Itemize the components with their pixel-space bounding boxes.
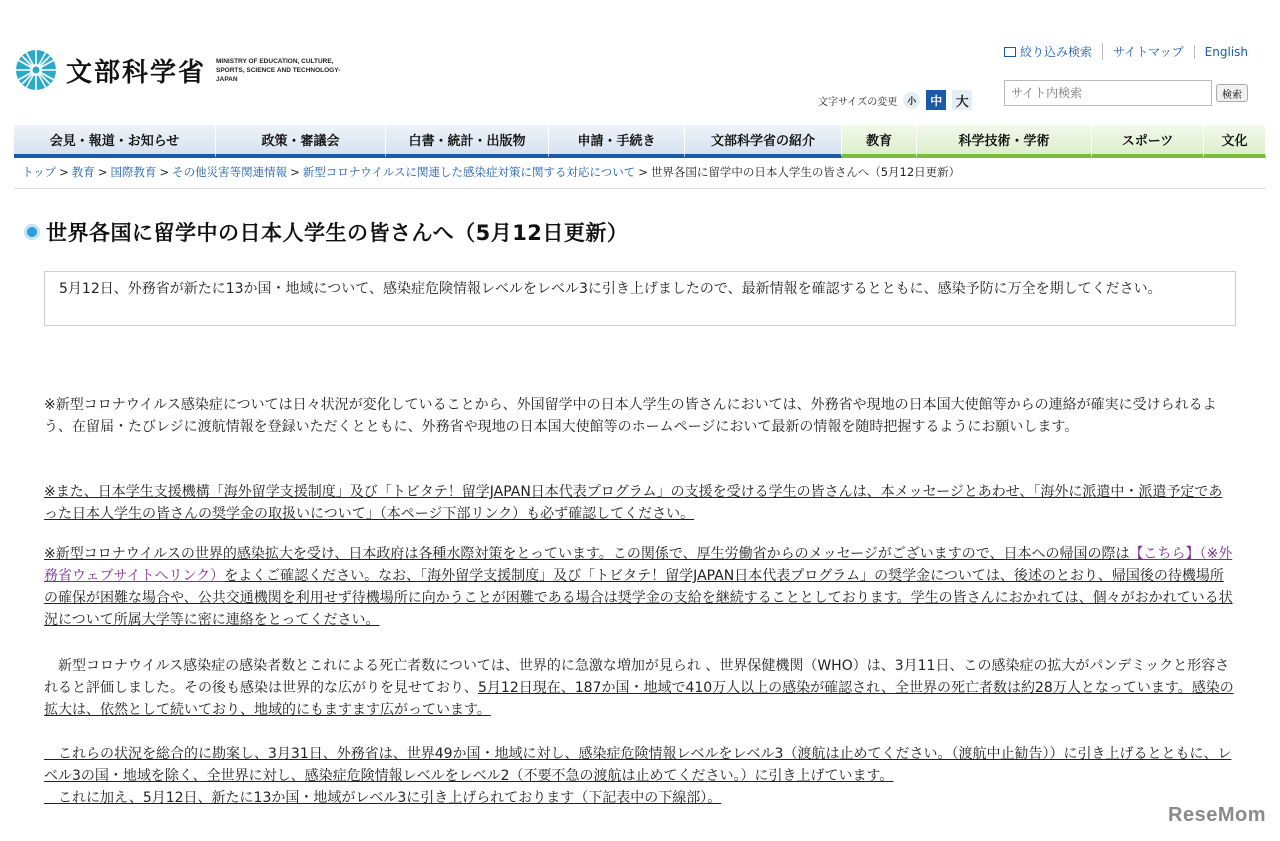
search-input[interactable] — [1004, 80, 1212, 106]
english-link[interactable]: English — [1194, 45, 1258, 59]
breadcrumb-separator: > — [97, 165, 108, 179]
paragraph-scholarship-notice — [44, 481, 1236, 525]
paragraph-border-text-2: をよくご確認ください。なお、「海外留学支援制度」及び「トビタテ！留学JAPAN日本代表プログラム」の奨学金については、後述のとおり、帰国後の待機場所の確保が困難な場合や、公共交通機関を利用せず待機場所に向かうことが困難である場合は奨学金の支給を継続することとしております。学生の皆さんにおかれては、個々がおかれている状況について所属大学等に密に連絡をとってください。 — [44, 568, 1233, 628]
breadcrumb-link-top[interactable]: トップ — [22, 165, 57, 179]
breadcrumb-link-international[interactable]: 国際教育 — [110, 165, 157, 179]
nav-item-whitepaper[interactable]: 白書・統計・出版物 — [386, 125, 549, 158]
breadcrumb-link-covid[interactable]: 新型コロナウイルスに関連した感染症対策に関する対応について — [302, 165, 636, 179]
breadcrumb-separator: > — [638, 165, 648, 179]
breadcrumb-current: 世界各国に留学中の日本人学生の皆さんへ（5月12日更新） — [650, 165, 961, 179]
notice-box: 5月12日、外務省が新たに13か国・地域について、感染症危険情報レベルをレベル3に引き上げましたので、最新情報を確認するとともに、感染予防に万全を期してください。 — [44, 271, 1236, 326]
paragraph-registration: ※新型コロナウイルス感染症については日々状況が変化していることから、外国留学中の日本人学生の皆さんにおいては、外務省や現地の日本国大使館等からの連絡が確実に受けられるよう、在留届・たびレジに渡航情報を登録いただくとともに、外務省や現地の日本国大使館等のホームページにおいて最新の情報を随時把握するようにお願いします。 — [44, 397, 1217, 435]
paragraph-pandemic-plain: 新型コロナウイルス感染症の感染者数とこれによる死亡者数については、世界的に急激な増加が見られ 、世界保健機関（WHO）は、3月11日、この感染症の拡大がパンデミックと形容されると評価しました。その後も感染は世界的な広がりを見せており、 — [44, 658, 1230, 696]
title-bullet-icon — [24, 224, 40, 240]
font-size-large-button[interactable]: 大 — [952, 90, 972, 110]
page-title-text: 世界各国に留学中の日本人学生の皆さんへ（5月12日更新） — [46, 221, 629, 245]
nav-item-culture[interactable]: 文化 — [1204, 125, 1266, 158]
nav-item-science[interactable]: 科学技術・学術 — [917, 125, 1092, 158]
breadcrumb-separator: > — [159, 165, 170, 179]
site-logo[interactable] — [14, 48, 346, 92]
filter-search-link[interactable] — [994, 43, 1102, 60]
paragraph-new-countries-text: これに加え、5月12日、新たに13か国・地域がレベル3に引き上げられております（下記表中の下線部）。 — [44, 790, 722, 806]
font-size-small-button[interactable]: 小 — [903, 92, 920, 109]
font-size-switcher — [818, 90, 972, 110]
paragraph-level-raise — [44, 743, 1236, 787]
nav-item-about[interactable]: 文部科学省の紹介 — [685, 125, 842, 158]
paragraph-border-text-1: ※新型コロナウイルスの世界的感染拡大を受け、日本政府は各種水際対策をとっています。この関係で、厚生労働省からのメッセージがございますので、日本への帰国の際は — [44, 546, 1130, 562]
logo-text-ja: 文部科学省 — [66, 57, 207, 88]
mext-emblem-icon — [14, 48, 58, 92]
mofa-link[interactable]: 【こちら】（※外務省ウェブサイトへリンク） — [44, 546, 1233, 584]
sitemap-link[interactable]: サイトマップ — [1102, 43, 1194, 60]
breadcrumb-divider — [14, 188, 1266, 189]
paragraph-level-raise-text: これらの状況を総合的に勘案し、3月31日、外務省は、世界49か国・地域に対し、感染症危険情報レベルをレベル3（渡航は止めてください。（渡航中止勧告））に引き上げるとともに、レベル3の国・地域を除く、全世界に対し、感染症危険情報レベルをレベル2（不要不急の渡航は止めてください。）に引き上げています。 — [44, 746, 1232, 784]
breadcrumb — [22, 164, 960, 180]
paragraph-pandemic — [44, 655, 1236, 721]
filter-search-icon — [1004, 47, 1016, 57]
site-search — [1004, 80, 1248, 106]
global-nav — [14, 125, 1266, 158]
utility-links — [994, 43, 1258, 60]
font-size-label: 文字サイズの変更 — [818, 96, 898, 108]
breadcrumb-separator: > — [59, 165, 69, 179]
logo-text-en: MINISTRY OF EDUCATION, CULTURE, SPORTS, SCIENCE AND TECHNOLOGY-JAPAN — [216, 57, 341, 83]
filter-search-label: 絞り込み検索 — [1019, 45, 1092, 59]
paragraph-pandemic-underline: 5月12日現在、187か国・地域で410万人以上の感染が確認され、全世界の死亡者数は約28万人となっています。感染の拡大は、依然として続いており、地域的にもますます広がっています。 — [44, 680, 1234, 718]
nav-item-sports[interactable]: スポーツ — [1092, 125, 1204, 158]
paragraph-border-measures — [44, 543, 1236, 631]
search-button[interactable]: 検索 — [1216, 84, 1248, 102]
nav-item-application[interactable]: 申請・手続き — [549, 125, 685, 158]
nav-item-policy[interactable]: 政策・審議会 — [216, 125, 386, 158]
page-title — [24, 217, 628, 247]
paragraph-scholarship-text: ※また、日本学生支援機構「海外留学支援制度」及び「トビタテ！留学JAPAN日本代表プログラム」の支援を受ける学生の皆さんは、本メッセージとあわせ、「海外に派遣中・派遣予定であった日本人学生の皆さんの奨学金の取扱いについて」（本ページ下部リンク）も必ず確認してください。 — [44, 484, 1223, 522]
breadcrumb-separator: > — [290, 165, 300, 179]
resemom-watermark: ReseMom — [1168, 804, 1266, 826]
paragraph-new-countries — [44, 787, 1236, 809]
font-size-medium-button[interactable]: 中 — [926, 90, 946, 110]
breadcrumb-link-education[interactable]: 教育 — [71, 165, 95, 179]
nav-item-education[interactable]: 教育 — [842, 125, 917, 158]
breadcrumb-link-disaster[interactable]: その他災害等関連情報 — [172, 165, 288, 179]
nav-item-press[interactable]: 会見・報道・お知らせ — [14, 125, 216, 158]
